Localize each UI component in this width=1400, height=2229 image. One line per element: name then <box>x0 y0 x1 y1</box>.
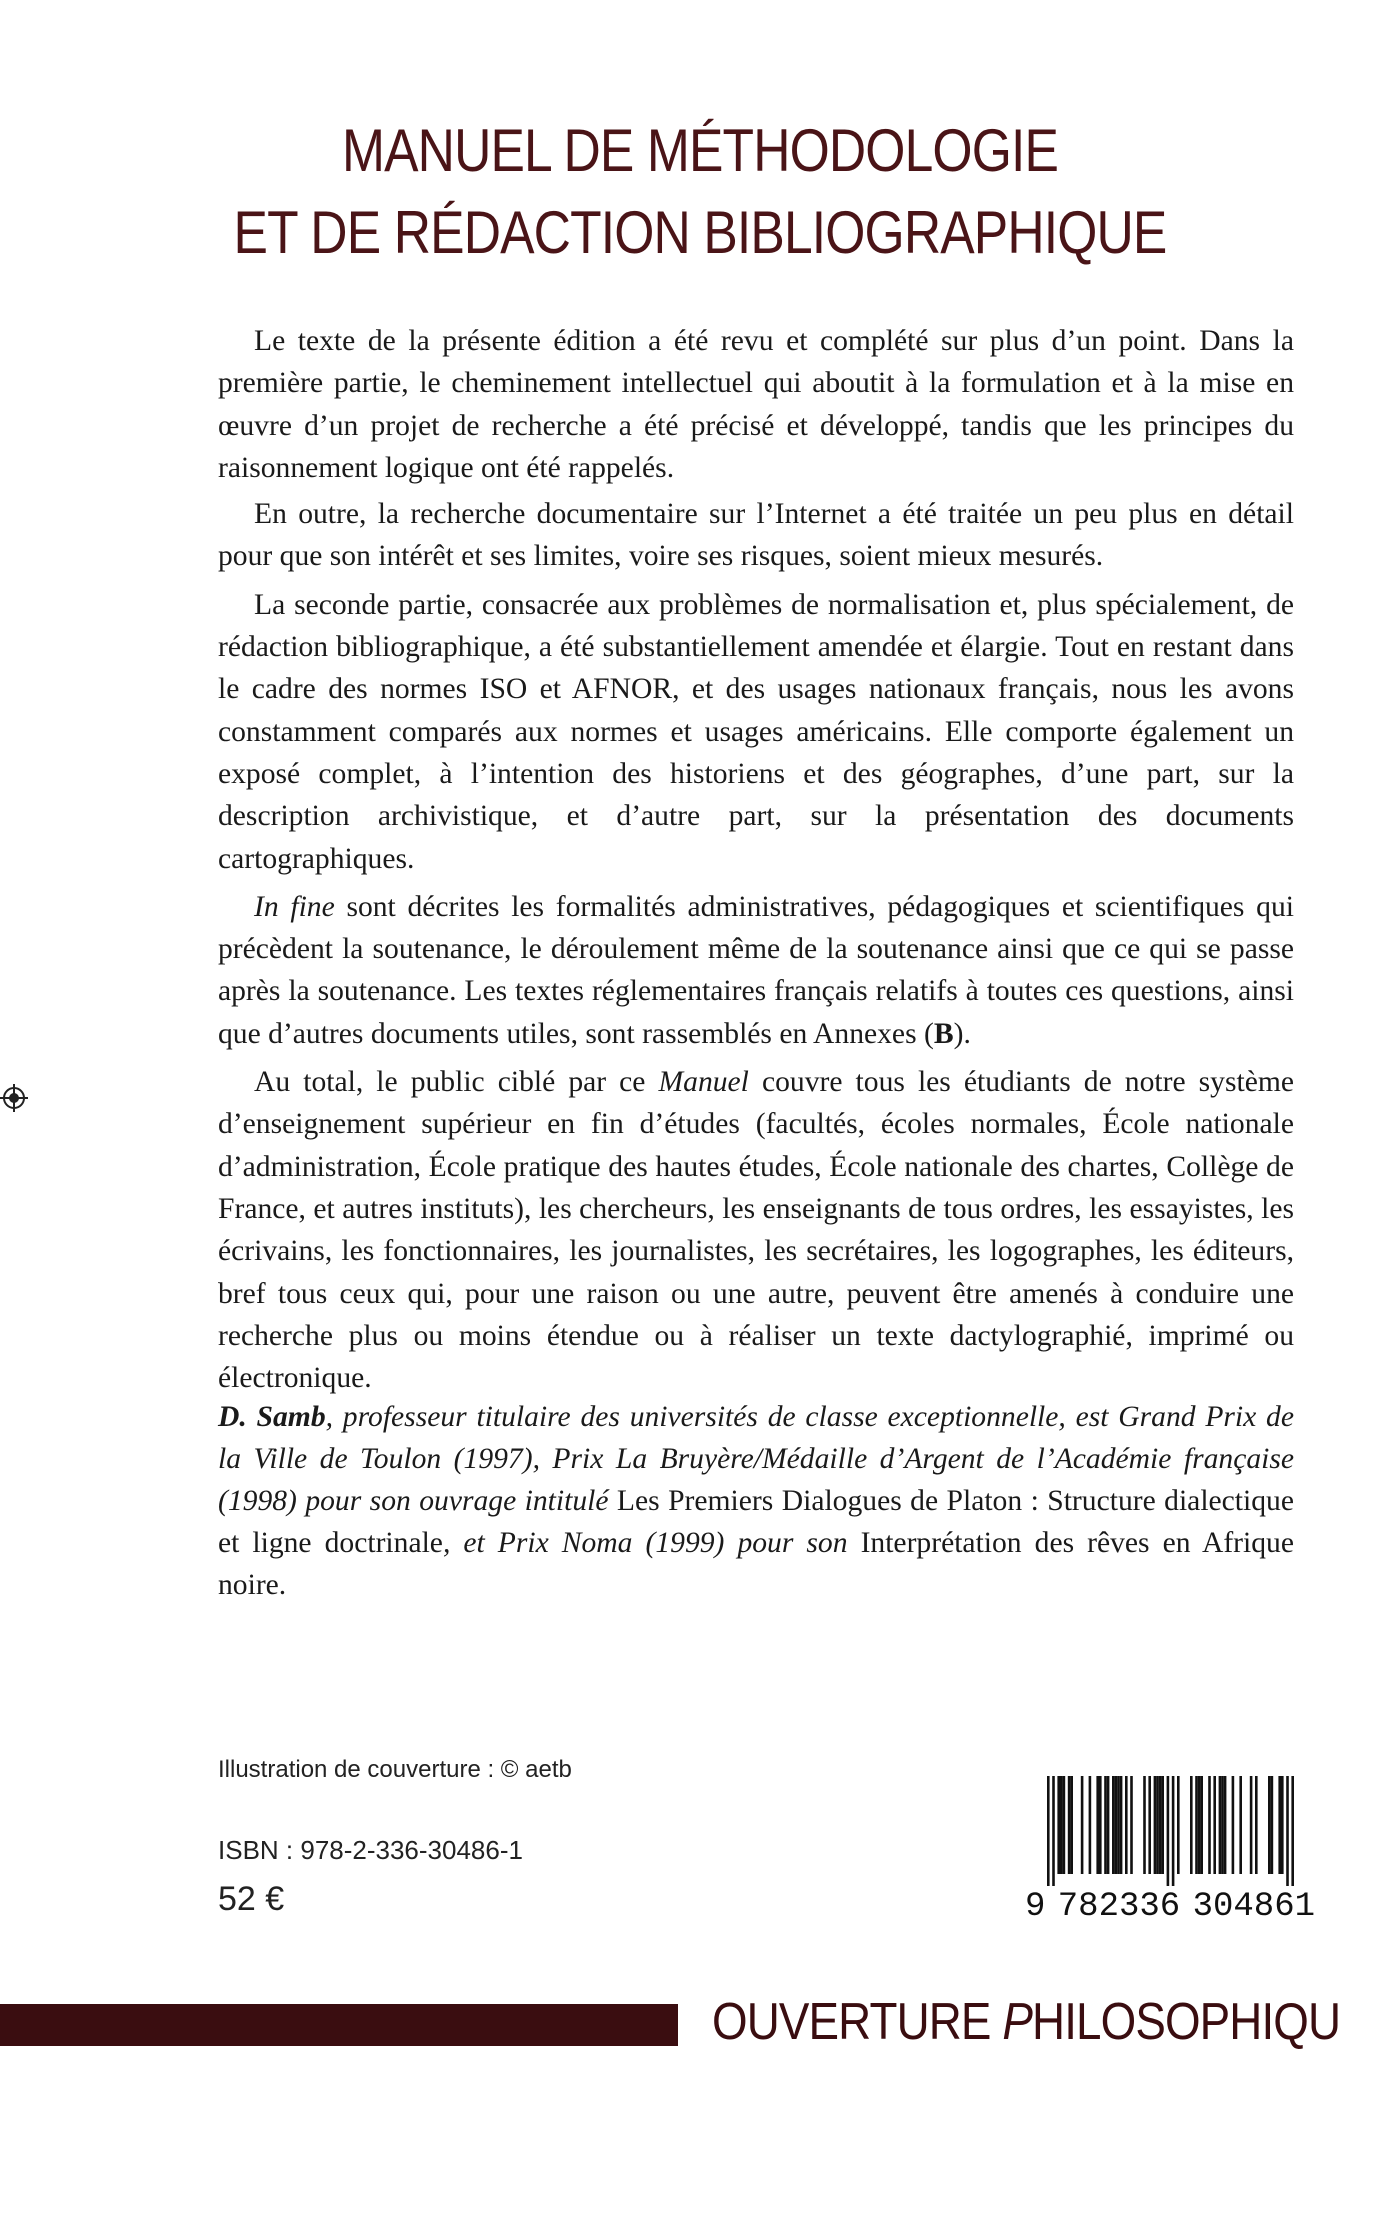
blurb-paragraph-1: Le texte de la présente édition a été revu et complété sur plus d’un point. Dans la première partie, le cheminement intellectuel qui aboutit à la formulation et à la mise en œuvre d’un projet de recherche a été précisé et développé, tandis que les principes du raisonnement logique ont été rappelés. <box>218 325 1294 484</box>
isbn: ISBN : 978-2-336-30486-1 <box>218 1835 523 1865</box>
registration-mark-icon <box>0 1080 36 1116</box>
barcode-digits-left: 782336 <box>1057 1888 1181 1926</box>
barcode-bar <box>1112 1776 1115 1874</box>
barcode-bar <box>1271 1776 1274 1874</box>
barcode-bar <box>1177 1776 1180 1874</box>
barcode-bar <box>1172 1776 1175 1886</box>
barcode <box>1025 1776 1315 1926</box>
barcode-bar <box>1068 1776 1071 1874</box>
barcode-digits <box>1025 1884 1315 1926</box>
barcode-bar <box>1167 1776 1170 1886</box>
barcode-bar <box>1239 1776 1242 1874</box>
barcode-bar <box>1052 1776 1055 1886</box>
barcode-bar <box>1148 1776 1151 1874</box>
annex-letter: B <box>933 1017 954 1050</box>
barcode-bar <box>1268 1776 1271 1874</box>
barcode-digits-right: 304861 <box>1192 1888 1315 1926</box>
barcode-bar <box>1099 1776 1102 1874</box>
barcode-bar <box>1117 1776 1120 1874</box>
barcode-bar <box>1250 1776 1253 1874</box>
barcode-bar <box>1278 1776 1281 1874</box>
blurb-paragraph-5-start: Au total, le public ciblé par ce <box>254 1066 659 1099</box>
barcode-bar <box>1089 1776 1092 1874</box>
barcode-bar <box>1198 1776 1201 1874</box>
barcode-bar <box>1130 1776 1133 1874</box>
series-name-part-1: OUVERTURE <box>712 1993 1003 2051</box>
book-title <box>98 110 1302 274</box>
barcode-bar <box>1159 1776 1162 1874</box>
blurb-paragraph-3: La seconde partie, consacrée aux problèmes de normalisation et, plus spécialement, de rédaction bibliographique, a été substantiellement amendée et élargie. Tout en restant dans le cadre des normes ISO et AFNOR, et des usages nationaux français, nous les avons constamment comparés aux normes et usages américains. Elle comporte également un exposé complet, à l’intention des historiens et des géographes, d’une part, sur la description archivistique, et d’autre part, sur la présentation des documents cartographiques. <box>218 588 1294 875</box>
cover-credit: Illustration de couverture : © aetb <box>218 1756 572 1783</box>
manuel-italic: Manuel <box>658 1066 749 1099</box>
blurb-paragraph-5 <box>218 1061 1294 1399</box>
blurb-paragraph-4 <box>218 886 1294 1055</box>
barcode-bar <box>1255 1776 1258 1874</box>
barcode-bar <box>1200 1776 1203 1874</box>
barcode-bar <box>1219 1776 1222 1874</box>
barcode-bar <box>1096 1776 1099 1874</box>
blurb-paragraph-4-end: ). <box>953 1017 971 1050</box>
barcode-bar <box>1081 1776 1084 1874</box>
barcode-bar <box>1291 1776 1294 1886</box>
barcode-bar <box>1154 1776 1157 1874</box>
author-bio-text-1: , professeur titulaire des universités de classe exceptionnelle, est Grand Prix de la Ville de Toulon (1997), Prix La Bruyère/Médaille d’Argent de l’Académie française (1998) pour son ouvrage intitulé <box>218 1401 1294 1517</box>
barcode-bar <box>1125 1776 1128 1874</box>
barcode-digit-lead: 9 <box>1025 1888 1046 1926</box>
blurb-paragraph-5-text: couvre tous les étudiants de notre système d’enseignement supérieur en fin d’études (facultés, écoles normales, École nationale d’administration, École pratique des hautes études, École nationale des chartes, Collège de France, et autres instituts), les chercheurs, les enseignants de tous ordres, les essayistes, les écrivains, les fonctionnaires, les journalistes, les secrétaires, les logographes, les éditeurs, bref tous ceux qui, pour une raison ou une autre, peuvent être amenés à conduire une recherche plus ou moins étendue ou à réaliser un texte dactylographié, imprimé ou électronique. <box>218 1066 1294 1395</box>
barcode-bar <box>1286 1776 1289 1886</box>
barcode-bar <box>1120 1776 1123 1874</box>
price: 52 € <box>218 1880 285 1918</box>
series-name-part-2: P <box>1002 1993 1033 2051</box>
author-work-2: Interprétation des rêves en Afrique noire. <box>218 1527 1294 1601</box>
barcode-bar <box>1161 1776 1164 1874</box>
barcode-bar <box>1281 1776 1284 1874</box>
barcode-bar <box>1232 1776 1235 1874</box>
barcode-bar <box>1057 1776 1060 1874</box>
series-name-part-3: HILOSOPHIQU <box>1032 1993 1341 2051</box>
title-line-1: MANUEL DE MÉTHODOLOGIE <box>341 117 1059 184</box>
blurb-paragraph-2: En outre, la recherche documentaire sur l’Internet a été traitée un peu plus en détail pour que son intérêt et ses limites, voire ses risques, soient mieux mesurés. <box>218 498 1294 573</box>
barcode-bar <box>1156 1776 1159 1874</box>
author-bio <box>218 1396 1294 1606</box>
barcode-bar <box>1195 1776 1198 1874</box>
barcode-bar <box>1107 1776 1110 1874</box>
blurb-paragraph-4-text: sont décrites les formalités administratives, pédagogiques et scientifiques qui précèdent la soutenance, le déroulement même de la soutenance ainsi que ce qui se passe après la soutenance. Les textes réglementaires français relatifs à toutes ces questions, ainsi que d’autres documents utiles, sont rassemblés en Annexes ( <box>218 890 1294 1050</box>
barcode-bar <box>1060 1776 1063 1874</box>
barcode-bar <box>1104 1776 1107 1874</box>
barcode-bar <box>1224 1776 1227 1874</box>
title-line-2: ET DE RÉDACTION BIBLIOGRAPHIQUE <box>233 199 1167 266</box>
author-name: D. Samb <box>218 1401 326 1433</box>
barcode-bar <box>1063 1776 1066 1874</box>
series-name <box>712 1992 1341 2052</box>
barcode-bar <box>1115 1776 1118 1874</box>
barcode-bar <box>1070 1776 1073 1874</box>
barcode-bar <box>1047 1776 1050 1886</box>
series-band <box>0 2004 678 2046</box>
author-bio-paragraph <box>218 1396 1294 1606</box>
author-work-1: Les Premiers Dialogues de Platon : Structure dialectique et ligne doctrinale <box>218 1485 1294 1559</box>
in-fine-italic: In fine <box>254 890 335 923</box>
barcode-bar <box>1213 1776 1216 1874</box>
barcode-bar <box>1190 1776 1193 1874</box>
blurb <box>218 320 1294 1405</box>
barcode-bar <box>1221 1776 1224 1874</box>
author-bio-text-2: , et Prix Noma (1999) pour son <box>442 1527 861 1559</box>
barcode-bar <box>1208 1776 1211 1874</box>
barcode-bars <box>1025 1776 1315 1886</box>
barcode-bar <box>1143 1776 1146 1874</box>
